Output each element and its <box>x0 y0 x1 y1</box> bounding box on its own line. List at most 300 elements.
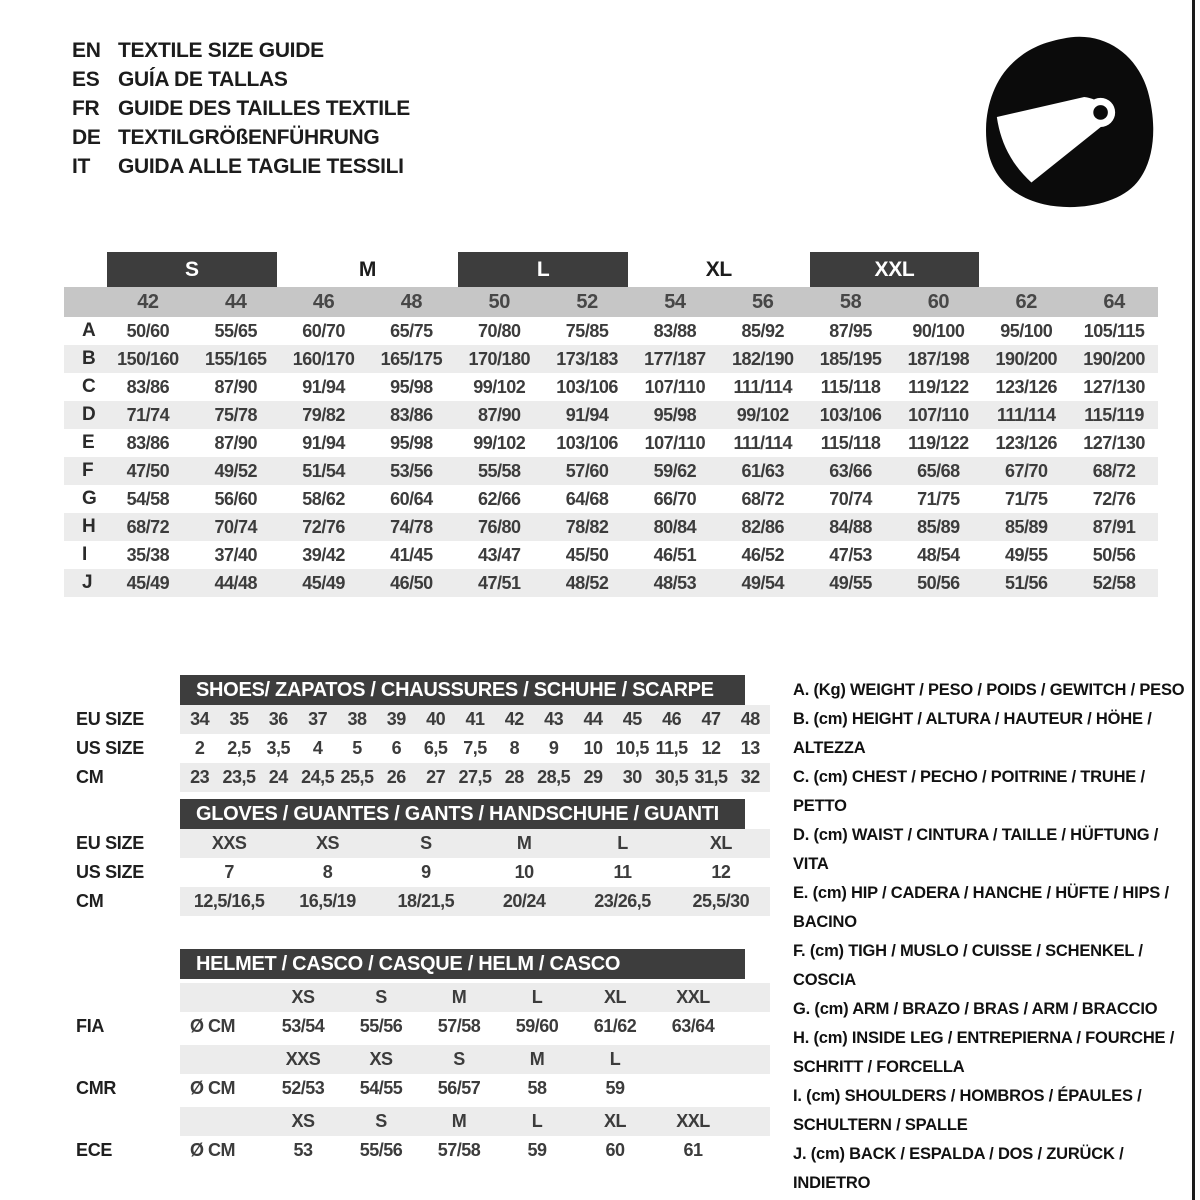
size-cell: 49/54 <box>741 572 785 593</box>
size-cell: 48/53 <box>653 572 697 593</box>
size-cell: 68/72 <box>741 488 785 509</box>
size-cell: 53/56 <box>390 460 433 481</box>
size-cell: 85/89 <box>917 516 960 537</box>
value-cell: 59/60 <box>515 1016 559 1036</box>
size-row-d <box>64 401 1158 429</box>
legend-item-c: C. (cm) CHEST / PECHO / POITRINE / TRUHE / PETTO <box>793 768 1145 815</box>
size-cell: 66/70 <box>653 488 697 509</box>
size-cell: 49/55 <box>1004 544 1048 565</box>
size-label: XXL <box>676 987 710 1007</box>
size-label: XXL <box>676 1111 710 1131</box>
size-cell: 51/56 <box>1004 572 1048 593</box>
value-cell: 58 <box>527 1078 547 1098</box>
size-cell: 56/60 <box>214 488 258 509</box>
size-row-i <box>64 541 1158 569</box>
diameter-unit: Ø CM <box>190 1016 235 1036</box>
size-label: L <box>531 1111 543 1131</box>
size-cell: 65/68 <box>917 460 960 481</box>
helmet-size-table <box>64 949 770 1165</box>
size-cell: 54/58 <box>126 488 170 509</box>
value-cell: 42 <box>504 709 524 729</box>
size-cell: 107/110 <box>644 376 706 397</box>
value-cell: 11 <box>613 862 632 882</box>
value-cell: 23/26,5 <box>594 891 651 911</box>
helmet-value-row-ece <box>64 1136 770 1165</box>
value-cell: 55/56 <box>359 1016 403 1036</box>
size-cell: 50/56 <box>917 572 960 593</box>
size-cell: 83/86 <box>390 404 433 425</box>
value-cell: 23 <box>190 767 210 787</box>
value-cell: 8 <box>322 862 333 882</box>
size-row-f <box>64 457 1158 485</box>
size-cell: 45/49 <box>126 572 170 593</box>
size-cell: 99/102 <box>473 432 526 453</box>
shoes-row-eu-size <box>64 705 770 734</box>
value-cell: 34 <box>190 709 210 729</box>
row-letter: H <box>82 516 96 537</box>
size-cell: 119/122 <box>908 376 969 397</box>
size-column-header: 46 <box>312 290 335 313</box>
helmet-value-row-cmr <box>64 1074 770 1103</box>
value-cell: 9 <box>421 862 431 882</box>
row-label: CM <box>76 891 104 911</box>
language-row-de <box>72 123 410 152</box>
size-cell: 47/51 <box>477 572 521 593</box>
value-cell: 5 <box>352 738 362 758</box>
size-label: M <box>451 987 467 1007</box>
row-values <box>180 705 770 734</box>
value-cell: 12,5/16,5 <box>193 891 265 911</box>
size-cell: 75/85 <box>565 320 609 341</box>
size-cell: 68/72 <box>1092 460 1136 481</box>
size-cell: 99/102 <box>736 404 789 425</box>
shoes-table-header <box>180 675 745 705</box>
value-cell: 12 <box>701 738 721 758</box>
language-title: TEXTILE SIZE GUIDE <box>118 38 324 62</box>
size-column-band <box>64 287 1158 317</box>
size-group-l: L <box>458 252 628 287</box>
size-column-header: 56 <box>752 290 774 313</box>
size-cell: 173/183 <box>556 348 618 369</box>
size-cell: 83/86 <box>126 432 170 453</box>
size-cell: 103/106 <box>556 432 618 453</box>
size-cell: 46/52 <box>741 544 785 565</box>
size-cell: 68/72 <box>126 516 170 537</box>
row-values <box>180 858 770 887</box>
size-cell: 115/118 <box>820 432 881 453</box>
size-label: S <box>453 1049 465 1069</box>
value-cell: 60 <box>605 1140 625 1160</box>
size-cell: 170/180 <box>468 348 531 369</box>
size-cell: 47/50 <box>126 460 170 481</box>
size-cell: 99/102 <box>473 376 526 397</box>
size-cell: 49/52 <box>214 460 258 481</box>
size-cell: 90/100 <box>912 320 965 341</box>
value-cell: M <box>516 833 532 853</box>
size-row-c <box>64 373 1158 401</box>
size-cell: 75/78 <box>214 404 258 425</box>
size-cell: 123/126 <box>995 376 1058 397</box>
gloves-size-table <box>64 799 770 916</box>
size-cell: 35/38 <box>126 544 170 565</box>
legend-item-h: H. (cm) INSIDE LEG / ENTREPIERNA / FOURCHE / SCHRITT / FORCELLA <box>793 1029 1175 1076</box>
size-cell: 83/86 <box>126 376 170 397</box>
row-letter: G <box>82 488 97 509</box>
size-cell: 72/76 <box>1092 488 1136 509</box>
helmet-size-row-ece <box>64 1107 770 1136</box>
page-edge-line <box>1192 0 1195 1200</box>
size-cell: 107/110 <box>908 404 969 425</box>
row-label <box>64 1107 180 1136</box>
size-row-a <box>64 317 1158 345</box>
gloves-table-header <box>180 799 745 829</box>
value-cell: 28,5 <box>537 767 571 787</box>
value-cell: 2,5 <box>227 738 251 758</box>
size-cell: 39/42 <box>302 544 345 565</box>
value-cell: 32 <box>740 767 760 787</box>
value-cell: 39 <box>386 709 406 729</box>
helmet-table-header <box>180 949 745 979</box>
size-column-header: 42 <box>137 290 159 313</box>
size-cell: 115/119 <box>1084 404 1144 425</box>
legend-item-b: B. (cm) HEIGHT / ALTURA / HAUTEUR / HÖHE / ALTEZZA <box>793 710 1152 757</box>
size-cell: 91/94 <box>565 404 609 425</box>
size-row-j <box>64 569 1158 597</box>
size-cell: 80/84 <box>653 516 697 537</box>
value-cell: 55/56 <box>359 1140 403 1160</box>
size-cell: 55/58 <box>477 460 521 481</box>
size-cell: 190/200 <box>1083 348 1145 369</box>
size-cell: 105/115 <box>1083 320 1145 341</box>
size-cell: 59/62 <box>653 460 697 481</box>
size-cell: 103/106 <box>819 404 882 425</box>
size-cell: 115/118 <box>820 376 881 397</box>
language-row-fr <box>72 94 410 123</box>
value-cell: L <box>617 833 628 853</box>
size-cell: 155/165 <box>204 348 267 369</box>
size-cell: 71/75 <box>1004 488 1048 509</box>
row-letter: F <box>82 460 94 481</box>
language-code: DE <box>72 125 101 149</box>
row-label <box>64 1045 180 1074</box>
value-cell: 8 <box>509 738 520 758</box>
size-cell: 95/100 <box>1000 320 1053 341</box>
value-cell: 4 <box>312 738 323 758</box>
helmet-values <box>180 1136 770 1165</box>
size-cell: 70/74 <box>214 516 258 537</box>
value-cell: 52/53 <box>281 1078 325 1098</box>
size-cell: 165/175 <box>380 348 443 369</box>
size-group-spacer <box>64 252 104 287</box>
diameter-unit: Ø CM <box>190 1140 235 1160</box>
value-cell: 36 <box>268 709 288 729</box>
value-cell: 57/58 <box>437 1140 481 1160</box>
value-cell: 27,5 <box>458 767 492 787</box>
legend-item-f: F. (cm) TIGH / MUSLO / CUISSE / SCHENKEL / COSCIA <box>793 942 1143 989</box>
size-row-h <box>64 513 1158 541</box>
standard-label: ECE <box>76 1140 113 1160</box>
size-cell: 185/195 <box>819 348 882 369</box>
size-cell: 87/90 <box>214 376 258 397</box>
size-label: XS <box>291 1111 315 1131</box>
value-cell: XS <box>315 833 339 853</box>
size-cell: 103/106 <box>556 376 618 397</box>
size-cell: 87/90 <box>477 404 521 425</box>
row-letter: D <box>82 404 96 425</box>
size-cell: 51/54 <box>302 460 345 481</box>
value-cell: 63/64 <box>671 1016 715 1036</box>
language-row-es <box>72 65 410 94</box>
row-label: US SIZE <box>76 738 144 758</box>
gloves-row-eu-size <box>64 829 770 858</box>
value-cell: 16,5/19 <box>299 891 356 911</box>
value-cell: 47 <box>701 709 721 729</box>
row-letter: A <box>82 320 96 341</box>
value-cell: 53 <box>293 1140 313 1160</box>
size-cell: 107/110 <box>644 432 706 453</box>
value-cell: 10,5 <box>615 738 649 758</box>
value-cell: 31,5 <box>694 767 728 787</box>
size-cell: 67/70 <box>1004 460 1048 481</box>
size-label: XXS <box>285 1049 321 1069</box>
size-cell: 187/198 <box>907 348 970 369</box>
value-cell: 41 <box>465 709 485 729</box>
row-letter: B <box>82 348 96 369</box>
size-row-g <box>64 485 1158 513</box>
size-cell: 123/126 <box>995 432 1058 453</box>
value-cell: 24,5 <box>301 767 335 787</box>
size-cell: 95/98 <box>390 376 433 397</box>
value-cell: 13 <box>740 738 760 758</box>
value-cell: 40 <box>426 709 446 729</box>
legend-item-g: G. (cm) ARM / BRAZO / BRAS / ARM / BRACCIO <box>793 1000 1158 1018</box>
language-title: GUIDE DES TAILLES TEXTILE <box>118 96 410 120</box>
size-cell: 58/62 <box>302 488 345 509</box>
value-cell: 61/62 <box>593 1016 637 1036</box>
value-cell: 9 <box>548 738 559 758</box>
row-letter: J <box>82 572 93 593</box>
column-band-spacer <box>64 287 104 317</box>
value-cell: XXS <box>211 833 247 853</box>
size-cell: 72/76 <box>302 516 345 537</box>
helmet-size-labels <box>180 1045 770 1074</box>
value-cell: 7 <box>224 862 234 882</box>
racing-helmet-icon-svg <box>972 26 1160 208</box>
size-cell: 83/88 <box>653 320 697 341</box>
value-cell: 26 <box>386 767 406 787</box>
helmet-table-title: HELMET / CASCO / CASQUE / HELM / CASCO <box>196 953 621 975</box>
value-cell: 30,5 <box>655 767 689 787</box>
value-cell: XL <box>709 833 732 853</box>
value-cell: 59 <box>527 1140 547 1160</box>
value-cell: 30 <box>622 767 642 787</box>
size-cell: 57/60 <box>565 460 609 481</box>
size-cell: 70/80 <box>477 320 521 341</box>
size-column-header: 62 <box>1015 290 1037 313</box>
size-cell: 84/88 <box>829 516 872 537</box>
value-cell: 11,5 <box>655 738 688 758</box>
value-cell: 46 <box>662 709 682 729</box>
size-cell: 61/63 <box>741 460 785 481</box>
gloves-table-rows <box>64 829 770 916</box>
size-cell: 78/82 <box>565 516 609 537</box>
size-cell: 95/98 <box>653 404 697 425</box>
size-cell: 41/45 <box>390 544 433 565</box>
value-cell: 48 <box>740 709 760 729</box>
legend-item-d: D. (cm) WAIST / CINTURA / TAILLE / HÜFTUNG / VITA <box>793 826 1159 873</box>
size-cell: 87/95 <box>829 320 872 341</box>
row-letter: C <box>82 376 96 397</box>
size-cell: 85/92 <box>741 320 785 341</box>
size-column-header: 60 <box>927 290 950 313</box>
size-cell: 150/160 <box>117 348 179 369</box>
row-label <box>64 983 180 1012</box>
size-group-spacer <box>982 252 1070 287</box>
size-cell: 71/75 <box>917 488 960 509</box>
diameter-unit: Ø CM <box>190 1078 235 1098</box>
language-title: GUÍA DE TALLAS <box>118 67 288 91</box>
size-column-header: 50 <box>488 290 510 313</box>
value-cell: 59 <box>605 1078 625 1098</box>
size-cell: 182/190 <box>731 348 794 369</box>
size-cell: 160/170 <box>292 348 355 369</box>
value-cell: 6,5 <box>423 738 448 758</box>
legend-item-j: J. (cm) BACK / ESPALDA / DOS / ZURÜCK / INDIETRO <box>793 1145 1124 1192</box>
racing-helmet-icon <box>972 26 1160 208</box>
gloves-row-cm <box>64 887 770 916</box>
helmet-size-row-fia <box>64 983 770 1012</box>
gloves-row-us-size <box>64 858 770 887</box>
language-row-en <box>72 36 410 65</box>
size-column-header: 44 <box>225 290 247 313</box>
measurement-legend <box>793 676 1193 1198</box>
value-cell: 7,5 <box>463 738 487 758</box>
row-values <box>180 734 770 763</box>
value-cell: 35 <box>229 709 249 729</box>
size-cell: 119/122 <box>908 432 969 453</box>
shoes-table-rows <box>64 705 770 792</box>
size-cell: 85/89 <box>1004 516 1048 537</box>
value-cell: 45 <box>622 709 642 729</box>
size-cell: 127/130 <box>1083 432 1145 453</box>
value-cell: 3,5 <box>266 738 291 758</box>
size-cell: 91/94 <box>302 376 345 397</box>
size-cell: 190/200 <box>995 348 1058 369</box>
size-cell: 47/53 <box>829 544 872 565</box>
size-label: S <box>375 987 387 1007</box>
standard-label: FIA <box>76 1016 105 1036</box>
legend-item-i: I. (cm) SHOULDERS / HOMBROS / ÉPAULES / SCHULTERN / SPALLE <box>793 1087 1142 1134</box>
value-cell: 43 <box>544 709 564 729</box>
row-values <box>180 763 770 792</box>
size-group-s: S <box>107 252 277 287</box>
language-code: ES <box>72 67 100 91</box>
helmet-value-row-fia <box>64 1012 770 1041</box>
helmet-size-labels <box>180 983 770 1012</box>
size-cell: 62/66 <box>477 488 521 509</box>
value-cell: 44 <box>583 709 603 729</box>
size-cell: 60/70 <box>302 320 345 341</box>
value-cell: 61 <box>683 1140 703 1160</box>
size-table-body <box>64 317 1158 597</box>
legend-item-a: A. (Kg) WEIGHT / PESO / POIDS / GEWITCH / PESO <box>793 681 1185 699</box>
size-cell: 111/114 <box>996 404 1056 425</box>
value-cell: 38 <box>347 709 367 729</box>
size-cell: 91/94 <box>302 432 345 453</box>
value-cell: S <box>420 833 432 853</box>
shoes-row-us-size <box>64 734 770 763</box>
size-label: M <box>529 1049 545 1069</box>
size-cell: 111/114 <box>733 432 793 453</box>
value-cell: 12 <box>711 862 731 882</box>
row-label: CM <box>76 767 104 787</box>
row-values <box>180 887 770 916</box>
shoes-table-title: SHOES/ ZAPATOS / CHAUSSURES / SCHUHE / SCARPE <box>196 679 714 701</box>
size-cell: 64/68 <box>565 488 609 509</box>
value-cell: 24 <box>268 767 288 787</box>
value-cell: 2 <box>194 738 205 758</box>
helmet-size-labels <box>180 1107 770 1136</box>
size-label: L <box>609 1049 621 1069</box>
size-column-header: 52 <box>576 290 598 313</box>
value-cell: 6 <box>391 738 402 758</box>
value-cell: 25,5 <box>340 767 374 787</box>
row-label: EU SIZE <box>76 833 144 853</box>
row-values <box>180 829 770 858</box>
size-label: S <box>375 1111 387 1131</box>
value-cell: 57/58 <box>437 1016 481 1036</box>
size-group-header-row <box>64 252 1158 287</box>
language-code: EN <box>72 38 101 62</box>
size-row-b <box>64 345 1158 373</box>
language-title-block <box>72 36 410 181</box>
row-letter: I <box>82 544 88 565</box>
size-cell: 48/52 <box>565 572 609 593</box>
size-cell: 70/74 <box>829 488 872 509</box>
size-cell: 76/80 <box>477 516 521 537</box>
size-label: XS <box>369 1049 393 1069</box>
size-cell: 46/51 <box>653 544 697 565</box>
size-cell: 37/40 <box>214 544 258 565</box>
language-code: IT <box>72 154 91 178</box>
size-cell: 95/98 <box>390 432 433 453</box>
size-group-xxl: XXL <box>810 252 980 287</box>
size-cell: 48/54 <box>917 544 960 565</box>
value-cell: 20/24 <box>502 891 546 911</box>
row-label: US SIZE <box>76 862 144 882</box>
value-cell: 23,5 <box>222 767 256 787</box>
size-cell: 111/114 <box>733 376 793 397</box>
size-label: XL <box>603 1111 626 1131</box>
size-cell: 74/78 <box>390 516 433 537</box>
language-title: GUIDA ALLE TAGLIE TESSILI <box>118 154 404 178</box>
size-label: L <box>531 987 543 1007</box>
value-cell: 18/21,5 <box>397 891 455 911</box>
shoes-size-table <box>64 675 770 792</box>
size-cell: 60/64 <box>390 488 433 509</box>
size-column-header: 54 <box>664 290 686 313</box>
size-group-xl: XL <box>705 257 732 281</box>
size-cell: 44/48 <box>214 572 258 593</box>
shoes-row-cm <box>64 763 770 792</box>
language-title: TEXTILGRÖßENFÜHRUNG <box>118 125 380 149</box>
value-cell: 56/57 <box>437 1078 481 1098</box>
size-cell: 50/56 <box>1092 544 1136 565</box>
value-cell: 29 <box>583 767 603 787</box>
size-cell: 127/130 <box>1083 376 1145 397</box>
language-row-it <box>72 152 410 181</box>
size-cell: 45/50 <box>565 544 609 565</box>
